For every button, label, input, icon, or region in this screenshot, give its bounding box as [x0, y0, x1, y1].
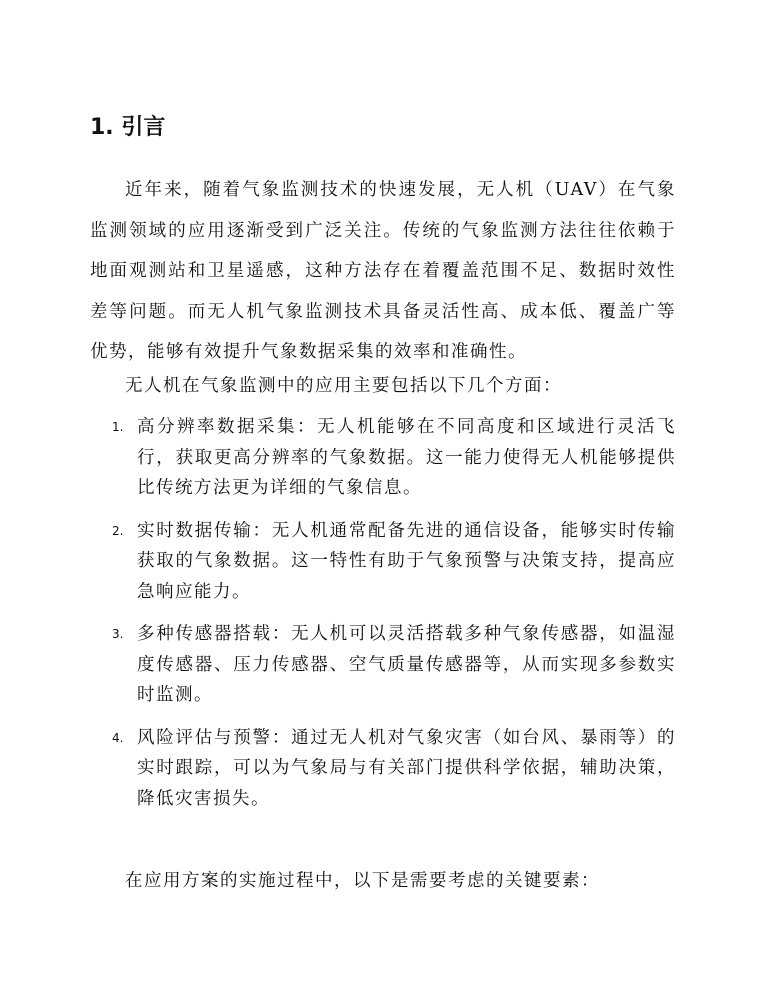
- list-lead-paragraph: 无人机在气象监测中的应用主要包括以下几个方面：: [125, 376, 562, 396]
- section-number: 1.: [90, 115, 114, 140]
- list-item: [112, 619, 676, 711]
- intro-paragraph: 近年来，随着气象监测技术的快速发展，无人机（UAV）在气象监测领域的应用逐渐受到广泛关注。传统的气象监测方法往往依赖于地面观测站和卫星遥感，这种方法存在着覆盖范围不足、数据时效性差等问题。而无人机气象监测技术具备灵活性高、成本低、覆盖广等优势，能够有效提升气象数据采集的效率和准确性。: [90, 180, 676, 362]
- list-item: [112, 516, 676, 608]
- closing-paragraph: 在应用方案的实施过程中，以下是需要考虑的关键要素：: [125, 871, 600, 891]
- application-list: [112, 412, 676, 826]
- list-item-number: 2.: [112, 523, 124, 538]
- list-item-text: 实时数据传输：无人机通常配备先进的通信设备，能够实时传输获取的气象数据。这一特性有助于气象预警与决策支持，提高应急响应能力。: [137, 520, 676, 602]
- list-item-text: 多种传感器搭载：无人机可以灵活搭载多种气象传感器，如温湿度传感器、压力传感器、空气质量传感器等，从而实现多参数实时监测。: [137, 624, 676, 705]
- section-title: 引言: [121, 115, 166, 140]
- list-item-number: 4.: [112, 730, 124, 745]
- list-item-number: 3.: [112, 627, 124, 641]
- list-item-text: 风险评估与预警：通过无人机对气象灾害（如台风、暴雨等）的实时跟踪，可以为气象局与有关部门提供科学依据，辅助决策，降低灾害损失。: [137, 727, 676, 809]
- list-item-text: 高分辨率数据采集：无人机能够在不同高度和区域进行灵活飞行，获取更高分辨率的气象数据。这一能力使得无人机能够提供比传统方法更为详细的气象信息。: [137, 417, 676, 498]
- section-heading: [90, 112, 165, 144]
- list-item: [112, 412, 676, 504]
- list-item-number: 1.: [112, 420, 124, 434]
- list-item: [112, 723, 676, 815]
